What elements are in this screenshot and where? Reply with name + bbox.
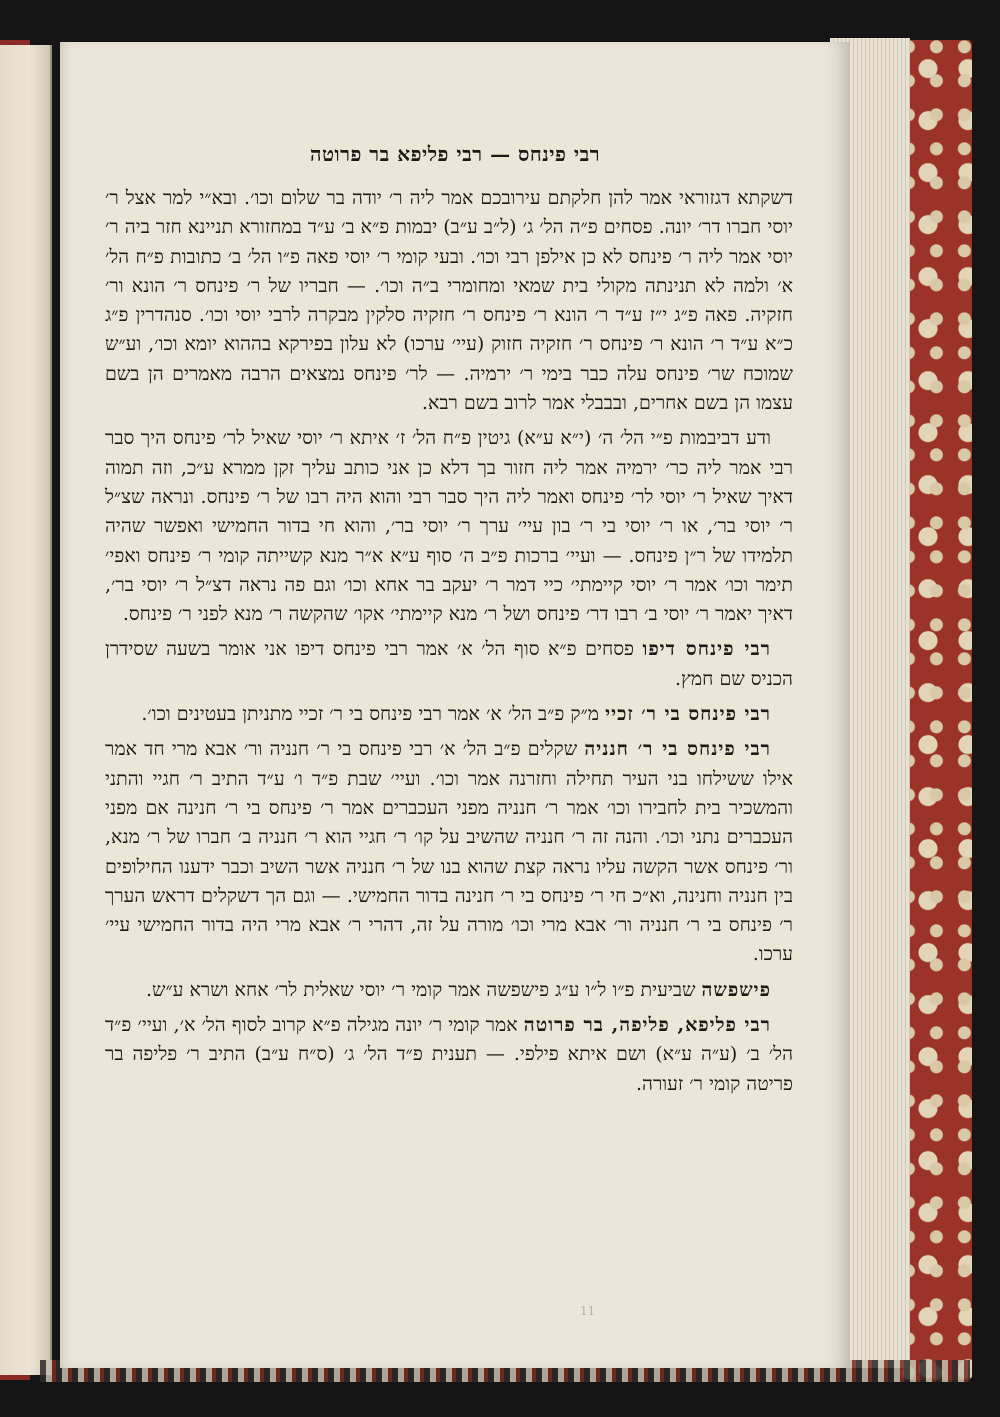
paragraph-7: [105, 1011, 793, 1099]
entry-lead: רבי פינחס בי ר׳ חנניה: [584, 738, 771, 761]
paragraph-text: ודע דביבמות פ״י הל׳ ה׳ (י״א ע״א) גיטין פ״ח הל׳ ז׳ איתא ר׳ יוסי שאיל לר׳ פינחס היך סבר רבי אמר ליה כר׳ ירמיה אמר ליה חזור בך דלא כן אני כותב עליך זקן ממרא ע״כ, וזה תמוה דאיך שאיל ר׳ יוסי לר׳ פינחס ואמר ליה היך סבר רבי והוא היה רבו של ר׳ פינחס. ונראה שצ״ל ר׳ יוסי בר׳, או ר׳ יוסי בי ר׳ בון עיי׳ ערך ר׳ יוסי בר׳, והוא חי בדור החמישי ואפשר שהיה תלמידו של ר״ן פינחס. — ועיי׳ ברכות פ״ב ה׳ סוף ע״א א״ר מנא קשייתה קומי ר׳ פינחס ואפי׳ תימר וכו׳ אמר ר׳ יוסי קיימתי׳ כיי דמר ר׳ יעקב בר אחא וכו׳ וגם פה נראה דצ״ל ר׳ יוסי בר׳, דאיך יאמר ר׳ יוסי ב׳ רבו דר׳ פינחס ושל ר׳ מנא קיימתי׳ אקו׳ שהקשה ר׳ מנא לפני ר׳ פינחס.: [105, 427, 793, 626]
paragraph-text: שקלים פ״ב הל׳ א׳ רבי פינחס בי ר׳ חנניה ור׳ אבא מרי חד אמר אילו ששילחו בני העיר תחילה וחזרנה אמר וכו׳. ועיי׳ שבת פ״ד ו׳ ע״ד התיב ר׳ חגיי והתני והמשכיר בית לחבירו וכו׳ אמר ר׳ חנניה מפני העכברים אמר ר׳ פינחס בי ר׳ חנינה אם מפני העכברים נתני וכו׳. והנה זה ר׳ חנניה שהשיב על קו׳ ר׳ חגיי הוא ר׳ חנניה ב׳ חברו של ר׳ מנא, ור׳ פינחס אשר הקשה עליו נראה קצת שהוא בנו של ר׳ חנניה אשר השיב וכבר ידענו החילופים בין חנניה וחנינה, וא״כ חי ר׳ פינחס בי ר׳ חנינה בדור החמישי. — וגם הך דשקלים דראש הערך ר׳ פינחס בי ר׳ חנניה ור׳ אבא מרי וכו׳ מורה על זה, דהרי ר׳ אבא מרי היה בדור החמישי עיי׳ ערכו.: [105, 738, 793, 966]
paragraph-text: דשקתא דגזוראי אמר להן חלקתם עירובכם אמר ליה ר׳ יודה בר שלום וכו׳. ובא״י למר אצל ר׳ יוסי חברו דר׳ יונה. פסחים פ״ה הל׳ ג׳ (ל״ב ע״ב) יבמות פ״א ב׳ ע״ד במחזורא תניינא חזר ביה ר׳ יוסי אמר ליה ר׳ פינחס לא כן אילפן רבי וכו׳. ובעי קומי ר׳ יוסי פאה פ״ו הל׳ ב׳ כתובות פ״ח הל׳ א׳ ולמה לא תנינתה מקולי בית שמאי ומחומרי ב״ה וכו׳. — חבריו של ר׳ פינחס ר׳ הונא ור׳ חזקיה. פאה פ״ג י״ז ע״ד ר׳ הונא ר׳ פינחס ר׳ חזקיה סלקין מבקרה לרבי יוסי וכו׳. סנהדרין פ״ג כ״א ע״ד ר׳ הונא ר׳ פינחס ר׳ חזקיה חזוק (עיי׳ ערכו) לא עלון בפירקא בההוא יומא וכו׳, וע״ש שמוכח שר׳ פינחס עלה כבר בימי ר׳ ירמיה. — לר׳ פינחס נמצאים הרבה מאמרים הן בשם עצמו הן בשם אחרים, ובבבלי אמר לרוב בשם רבא.: [105, 187, 793, 415]
book-cover: [900, 40, 972, 1380]
paragraph-6: [105, 976, 793, 1005]
paragraph-3: [105, 635, 793, 694]
entry-lead: רבי פליפא, פליפה, בר פרוטה: [523, 1014, 771, 1037]
paragraph-1: [105, 184, 793, 418]
left-page-edge: [0, 45, 52, 1375]
paragraph-text: מ״ק פ״ב הל׳ א׳ אמר רבי פינחס בי ר׳ זכיי מתניתן בעטינים וכו׳.: [141, 703, 606, 726]
running-header: רבי פינחס — רבי פליפא בר פרוטה: [309, 142, 601, 166]
entry-lead: פישפשה: [701, 978, 771, 1001]
paragraph-text: פסחים פ״א סוף הל׳ א׳ אמר רבי פינחס דיפו אני אומר בשעה שסידרן הכניס שם חמץ.: [105, 638, 793, 690]
main-text: [105, 184, 793, 1105]
entry-lead: רבי פינחס דיפו: [642, 638, 772, 661]
paragraph-text: שביעית פ״ו ל״ו ע״ג פישפשה אמר קומי ר׳ יוסי שאלית לר׳ אחא ושרא ע״ש.: [145, 978, 702, 1001]
paragraph-2: [105, 424, 793, 629]
page-number: 11: [580, 1304, 596, 1318]
paragraph-4: [105, 700, 793, 729]
entry-lead: רבי פינחס בי ר׳ זכיי: [605, 703, 771, 726]
paragraph-5: [105, 735, 793, 969]
book-page: [60, 42, 850, 1368]
paragraph-text: אמר קומי ר׳ יונה מגילה פ״א קרוב לסוף הל׳ א׳, ועיי׳ פ״ד הל׳ ב׳ (ע״ה ע״א) ושם איתא פילפי. — תענית פ״ד הל׳ ג׳ (ס״ח ע״ב) התיב ר׳ פליפה בר פריטה קומי ר׳ זעורה.: [105, 1014, 793, 1095]
